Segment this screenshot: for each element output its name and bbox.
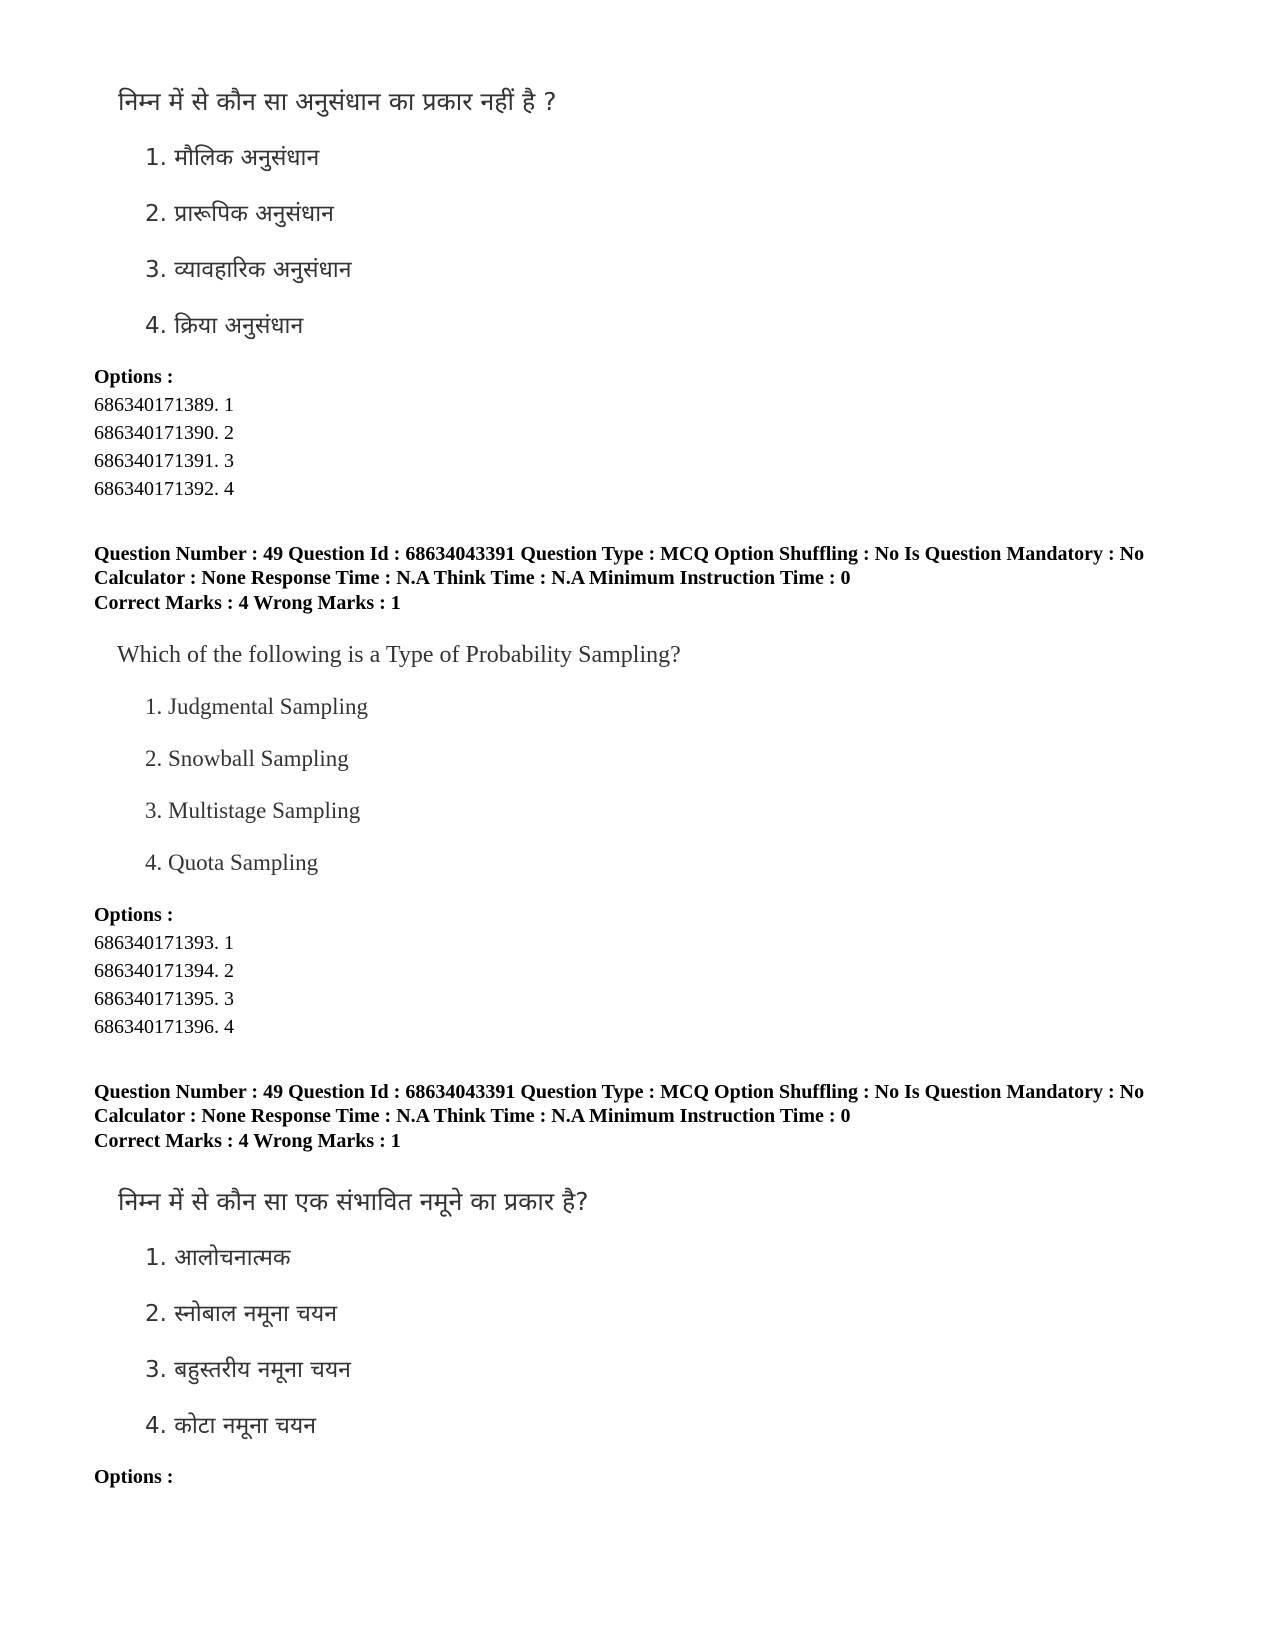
question-meta: Question Number : 49 Question Id : 68634043391 Question Type : MCQ Option Shuffling : No Is Question Mandatory : No Calculator : None Response Time : N.A Think Time : N.A Minimum Instruction Time : 0 — [94, 543, 1145, 589]
question-1-choice-4: 4. क्रिया अनुसंधान — [145, 313, 304, 339]
question-2-text: Which of the following is a Type of Probability Sampling? — [117, 642, 681, 668]
option-id: 686340171396. 4 — [94, 1016, 234, 1038]
option-id: 686340171393. 1 — [94, 932, 234, 954]
option-id: 686340171395. 3 — [94, 988, 234, 1010]
option-id: 686340171394. 2 — [94, 960, 234, 982]
marks-line: Correct Marks : 4 Wrong Marks : 1 — [94, 1130, 401, 1152]
option-id: 686340171389. 1 — [94, 394, 234, 416]
options-label: Options : — [94, 366, 174, 388]
options-label: Options : — [94, 904, 174, 926]
question-2-choice-4: 4. Quota Sampling — [145, 850, 319, 875]
question-1-choice-2: 2. प्रारूपिक अनुसंधान — [145, 201, 334, 227]
option-id: 686340171391. 3 — [94, 450, 234, 472]
question-1-choice-3: 3. व्यावहारिक अनुसंधान — [145, 257, 352, 283]
question-3-choice-2: 2. स्नोबाल नमूना चयन — [145, 1301, 338, 1327]
question-2-choice-2: 2. Snowball Sampling — [145, 746, 349, 771]
question-2-choice-3: 3. Multistage Sampling — [145, 798, 361, 823]
question-meta: Question Number : 49 Question Id : 68634043391 Question Type : MCQ Option Shuffling : No Is Question Mandatory : No Calculator : None Response Time : N.A Think Time : N.A Minimum Instruction Time : 0 — [94, 1081, 1145, 1127]
marks-line: Correct Marks : 4 Wrong Marks : 1 — [94, 592, 401, 614]
option-id: 686340171392. 4 — [94, 478, 234, 500]
question-3-choice-1: 1. आलोचनात्मक — [145, 1245, 291, 1271]
question-2-choice-1: 1. Judgmental Sampling — [145, 694, 368, 719]
question-3-text: निम्न में से कौन सा एक संभावित नमूने का प्रकार है? — [118, 1187, 589, 1216]
question-3-choice-4: 4. कोटा नमूना चयन — [145, 1413, 316, 1439]
option-id: 686340171390. 2 — [94, 422, 234, 444]
question-1-text: निम्न में से कौन सा अनुसंधान का प्रकार नहीं है ? — [118, 87, 557, 116]
question-3-choice-3: 3. बहुस्तरीय नमूना चयन — [145, 1357, 351, 1383]
options-label: Options : — [94, 1466, 174, 1488]
question-1-choice-1: 1. मौलिक अनुसंधान — [145, 145, 320, 171]
